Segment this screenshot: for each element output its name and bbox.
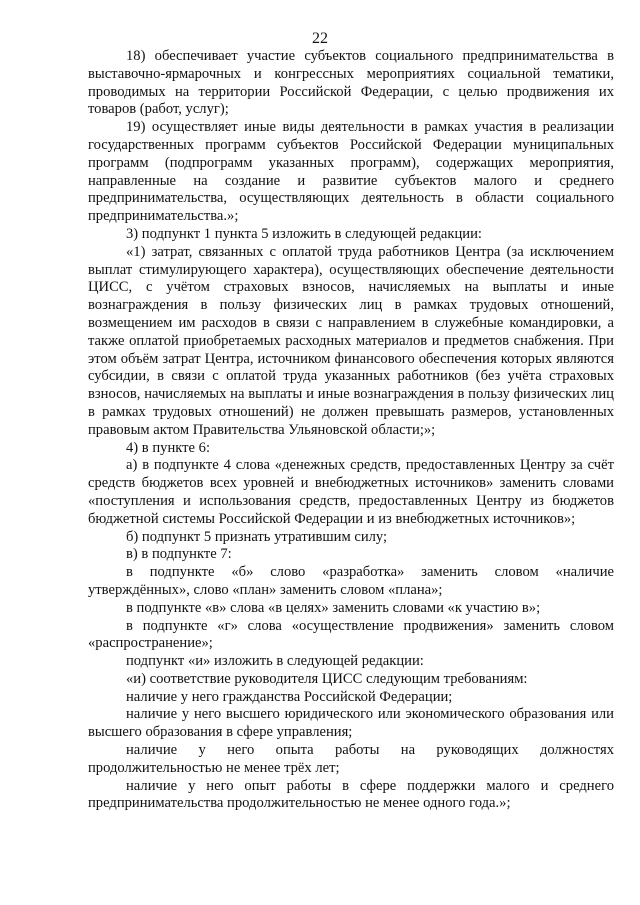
paragraph-amendment-4b: б) подпункт 5 признать утратившим силу; bbox=[126, 528, 388, 545]
paragraph-item-18: 18) обеспечивает участие субъектов социального предпринимательства в выставочно-ярмарочных и конгрессных мероприятиях социальной тематики, проводимых на территории Российской Федерации, с целью продвижения их товаров (работ, услуг); bbox=[88, 48, 614, 118]
paragraph-subpoint-i-text: «и) соответствие руководителя ЦИСС следующим требованиям: bbox=[126, 670, 528, 687]
document-body bbox=[88, 48, 614, 813]
paragraph-requirement-citizenship: наличие у него гражданства Российской Федерации; bbox=[126, 688, 453, 705]
page-number: 22 bbox=[312, 30, 328, 47]
paragraph-requirement-sme-experience: наличие у него опыт работы в сфере поддержки малого и среднего предпринимательства продолжительностью не менее одного года.»; bbox=[88, 777, 614, 812]
paragraph-amendment-4v: в) в подпункте 7: bbox=[126, 546, 232, 563]
paragraph-subpoint-g-change: в подпункте «г» слова «осуществление продвижения» заменить словом «распространение»; bbox=[88, 617, 614, 652]
paragraph-amendment-4a: а) в подпункте 4 слова «денежных средств, предоставленных Центру за счёт средств бюджетов всех уровней и внебюджетных источников» заменить словами «поступления и использования средств, предоставленных Центру из бюджетов бюджетной системы Российской Федерации и из внебюджетных источников»; bbox=[88, 457, 614, 527]
paragraph-subitem-1-text: «1) затрат, связанных с оплатой труда работников Центра (за исключением выплат стимулирующего характера), осуществляющих обеспечение деятельности ЦИСС, с учётом страховых взносов, начисляемых на выплаты и иные вознаграждения в пользу физических лиц в рамках трудовых отношений, возмещением им расходов в связи с направлением в служебные командировки, а также оплатой приобретаемых расходных материалов и предметов снабжения. При этом объём затрат Центра, источником финансового обеспечения которых являются субсидии, в связи с оплатой труда указанных работников (без учёта страховых взносов, начисляемых на выплаты и иные вознаграждения в пользу физических лиц в рамках трудовых отношений) не должен превышать размеров, установленных правовым актом Правительства Ульяновской области;»; bbox=[88, 243, 614, 438]
paragraph-subpoint-b-change: в подпункте «б» слово «разработка» заменить словом «наличие утверждённых», слово «план» заменить словом «плана»; bbox=[88, 564, 614, 598]
paragraph-subpoint-v-change: в подпункте «в» слова «в целях» заменить словами «к участию в»; bbox=[126, 599, 541, 616]
paragraph-amendment-3: 3) подпункт 1 пункта 5 изложить в следующей редакции: bbox=[126, 225, 482, 242]
paragraph-amendment-4: 4) в пункте 6: bbox=[126, 439, 211, 456]
paragraph-requirement-management-experience: наличие у него опыта работы на руководящих должностях продолжительностью не менее трёх лет; bbox=[88, 742, 614, 776]
paragraph-subpoint-i-intro: подпункт «и» изложить в следующей редакции: bbox=[126, 653, 424, 670]
paragraph-item-19: 19) осуществляет иные виды деятельности в рамках участия в реализации государственных программ субъектов Российской Федерации муниципальных программ (подпрограмм указанных программ), содержащих мероприятия, направленные на создание и развитие субъектов малого и среднего предпринимательства, осуществляющих деятельность в области социального предпринимательства.»; bbox=[88, 119, 614, 225]
paragraph-requirement-education: наличие у него высшего юридического или экономического образования или высшего образования в сфере управления; bbox=[88, 706, 614, 741]
